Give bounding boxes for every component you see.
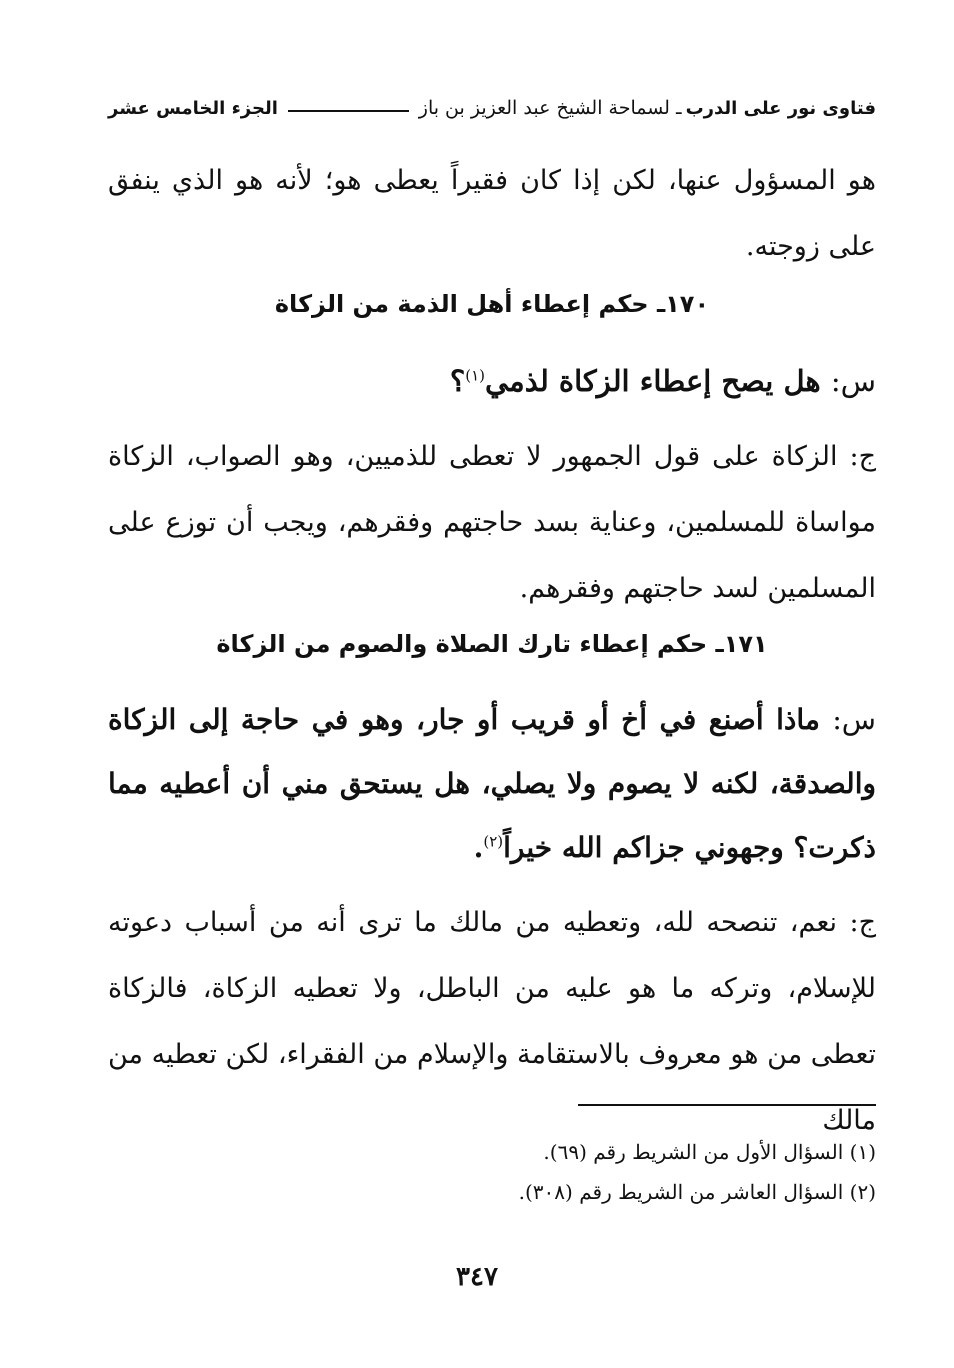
footnote-ref-1: (١) bbox=[465, 366, 486, 385]
question-end: ؟ bbox=[449, 364, 466, 398]
section-171-question bbox=[108, 688, 876, 880]
answer-label: ج: bbox=[849, 441, 876, 472]
question-end: . bbox=[473, 831, 484, 864]
section-171-answer bbox=[108, 890, 876, 1154]
footnote-2: (٢) السؤال العاشر من الشريط رقم (٣٠٨). bbox=[518, 1180, 876, 1204]
footnotes bbox=[108, 1132, 876, 1212]
question-label: س: bbox=[830, 364, 876, 398]
header-rule bbox=[288, 110, 409, 112]
section-170-heading: ١٧٠ـ حكم إعطاء أهل الذمة من الزكاة bbox=[274, 290, 710, 318]
question-label: س: bbox=[832, 703, 876, 736]
footnote-ref-2: (٢) bbox=[483, 832, 504, 851]
header-part: الجزء الخامس عشر bbox=[108, 97, 278, 119]
question-text: هل يصح إعطاء الزكاة لذمي bbox=[485, 364, 821, 398]
section-170-answer bbox=[108, 424, 876, 622]
footnote-separator bbox=[578, 1104, 876, 1106]
page-number: ٣٤٧ bbox=[456, 1262, 498, 1292]
header-author: ـ لسماحة الشيخ عبد العزيز بن باز bbox=[418, 97, 682, 119]
answer-label: ج: bbox=[849, 907, 876, 938]
footnote-1: (١) السؤال الأول من الشريط رقم (٦٩). bbox=[543, 1140, 876, 1164]
header-book-title: فتاوى نور على الدرب bbox=[685, 97, 876, 119]
section-170-question bbox=[108, 350, 876, 412]
section-171-heading: ١٧١ـ حكم إعطاء تارك الصلاة والصوم من الزكاة bbox=[216, 630, 768, 658]
running-header bbox=[108, 92, 876, 124]
answer-text: الزكاة على قول الجمهور لا تعطى للذميين، وهو الصواب، الزكاة مواساة للمسلمين، وعناية بسد حاجتهم وفقرهم، ويجب أن توزع على المسلمين لسد حاجتهم وفقرهم. bbox=[108, 441, 876, 604]
answer-text: نعم، تنصحه لله، وتعطيه من مالك ما ترى أنه من أسباب دعوته للإسلام، وتركه ما هو عليه من الباطل، ولا تعطيه الزكاة، فالزكاة تعطى من هو معروف بالاستقامة والإسلام من الفقراء، لكن تعطيه من مالك bbox=[108, 907, 876, 1136]
question-text: ماذا أصنع في أخ أو قريب أو جار، وهو في حاجة إلى الزكاة والصدقة، لكنه لا يصوم ولا يصلي، هل يستحق مني أن أعطيه مما ذكرت؟ وجهوني جزاكم الله خيراً bbox=[108, 703, 876, 864]
intro-paragraph: هو المسؤول عنها، لكن إذا كان فقيراً يعطى هو؛ لأنه هو الذي ينفق على زوجته. bbox=[108, 165, 876, 262]
